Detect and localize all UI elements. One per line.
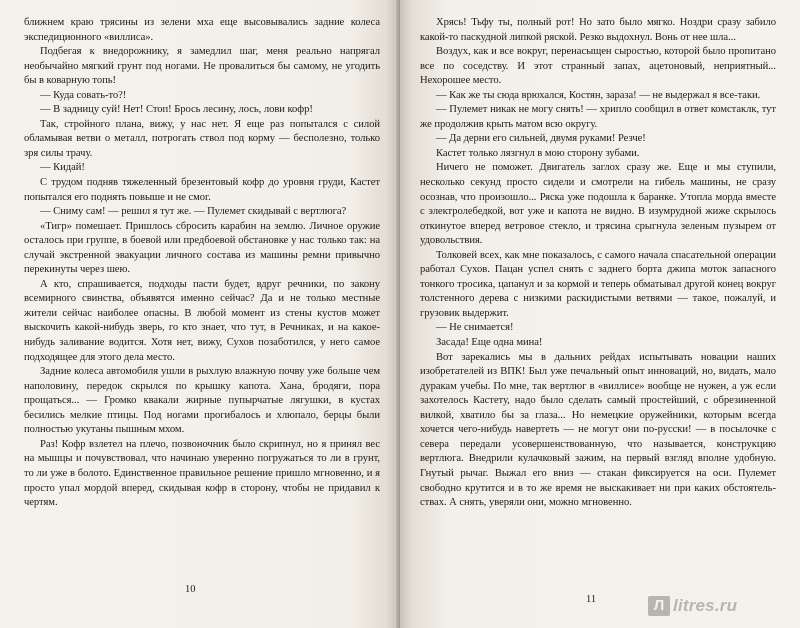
watermark-text: litres.ru	[673, 596, 738, 615]
paragraph: Раз! Кофр взлетел на плечо, позвоночник было скрипнул, но я принял вес на мышцы и почувствовал, что начинаю уверенно погружаться то ли в грунт, то ли уже в болото. Единственное правильное решение пришло мгновенно, и я просто упал мордой вперед, скидывая кофр в сторону, чтобы не придавил к чертям.	[24, 438, 380, 509]
paragraph: Вот зарекались мы в дальних рейдах испытывать новации наших изобретателей из ВПК! Был уже печальный опыт инноваций, но, видать, мало дуракам учебы. По мне, так вертлюг в «виллисе» вообще не нужен, а уж если захотелось Кастету, надо было сделать самый простейший, с обрезиненной вилкой, хватило бы за глаза... Но немецкие оружейники, которым всегда хочется чего-нибудь навертеть — не могут они по-русски! — в посылочке с севера передали усовершенствованную, что называется, конструкцию вертлюга. Внедрили кулачковый зажим, на первый взгляд вполне удобную. Гнутый рычаг. Выжал его вниз — стакан фиксируется на оси. Пулемет свободно крутится и в то же время не выскакивает ни при каких обстоятельствах. А снять, уверяли они, можно мгновенно.	[420, 351, 776, 509]
paragraph: Задние колеса автомобиля ушли в рыхлую влажную почву уже больше чем наполовину, передок скрылся по крышку капота. Хана, бродяги, пора прощаться... — Громко квакали жирные пупырчатые лягушки, в кустах бесились мелкие птицы. Под ногами прогибалось и хлюпало, берцы были полностью укутаны пышным мхом.	[24, 366, 380, 436]
left-page-text	[24, 16, 380, 511]
right-page-number: 11	[586, 594, 597, 605]
paragraph: Воздух, как и все вокруг, перенасыщен сыростью, которой было пропитано все по соседству. И этот странный запах, ацетоновый, неприятный... Нехорошее место.	[420, 46, 776, 87]
left-page	[0, 0, 398, 628]
left-page-number: 10	[185, 584, 196, 595]
paragraph: — Да дерни его сильней, двумя руками! Резче!	[436, 133, 646, 145]
paragraph: А кто, спрашивается, подходы пасти будет, вдруг речники, по закону всемирного свинства, объявятся именно сейчас? Да и не только местные жители сейчас наиболее опасны. В любой момент из стены кустов может выскочить какой-нибудь зверь, го кто знает, что тут, в Речниках, и на какое-нибудь заливание водится. Хотя нет, вижу, Сухов позаботился, у него самое подходящее для этого дела место.	[24, 278, 380, 363]
paragraph: Хрясь! Тьфу ты, полный рот! Но зато было мягко. Ноздри сразу забило какой-то паскудной липкой ряской. Резко выдохнул. Вонь от нее шла...	[420, 17, 776, 43]
right-page-text	[420, 16, 776, 511]
paragraph: Кастет только лязгнул в мою сторону зубами.	[436, 147, 640, 159]
paragraph: Ничего не поможет. Двигатель заглох сразу же. Еще и мы ступили, несколько секунд просто сидели и смотрели на гибель машины, не сразу осознав, что произошло... Ряска уже подошла к баранке. Утопла морда вместе с электролебедкой, вот уже и капота не видно. В изумрудной жиже скрылось откинутое вперед ветровое стекло, и трясина срыгнула зеленым пузырем от удовольствия.	[420, 162, 776, 247]
paragraph: — Как же ты сюда врюхался, Костян, зараза! — не выдержал я все-таки.	[436, 89, 761, 101]
paragraph: ближнем краю трясины из зелени мха еще высовывались задние колеса экспедиционного «виллиса».	[24, 17, 380, 43]
paragraph: С трудом подняв тяжеленный брезентовый кофр до уровня груди, Кастет попытался его поднять повыше и не смог.	[24, 177, 380, 203]
right-page	[400, 0, 800, 628]
watermark-logo	[648, 594, 737, 618]
paragraph: — Не снимается!	[436, 322, 514, 334]
paragraph: Толковей всех, как мне показалось, с самого начала спасательной операции работал Сухов. Пацан успел снять с заднего борта джипа моток запасного тонкого тросика, цапанул и за кормой и теперь обматывал другой конец вокруг толстенного дерева с низкими раскидистыми ветвями — такое, пожалуй, и грузовик выдержит.	[420, 249, 776, 319]
paragraph: Так, стройного плана, вижу, у нас нет. Я еще раз попытался с силой обламывая ветви о металл, потрогать ствол под корму — бесполезно, только зря силы трачу.	[24, 118, 380, 159]
paragraph: «Тигр» помешает. Пришлось сбросить карабин на землю. Личное оружие осталось при группе, в боевой или предбоевой обстановке у нас только так: на случай экстренной эвакуации личного состава из машины ремни привычно перекинуты через шею.	[24, 220, 380, 276]
paragraph: — Куда совать-то?!	[40, 89, 127, 101]
paragraph: — Пулемет никак не могу снять! — хрипло сообщил в ответ комстаклк, тут же продолжив крыть матом всю округу.	[420, 104, 776, 130]
paragraph: — Кидай!	[40, 162, 85, 174]
paragraph: — В задницу суй! Нет! Стоп! Брось лесину, лось, лови кофр!	[40, 104, 313, 116]
paragraph: Засада! Еще одна мина!	[436, 337, 543, 349]
paragraph: — Сниму сам! — решил я тут же. — Пулемет скидывай с вертлюга?	[40, 206, 347, 218]
paragraph: Подбегая к внедорожнику, я замедлил шаг, меня реально напрягал необычайно мягкий грунт под ногами. Не провалиться бы самому, не угодить бы в коварную топь!	[24, 46, 380, 87]
watermark-badge: Л	[648, 596, 670, 616]
